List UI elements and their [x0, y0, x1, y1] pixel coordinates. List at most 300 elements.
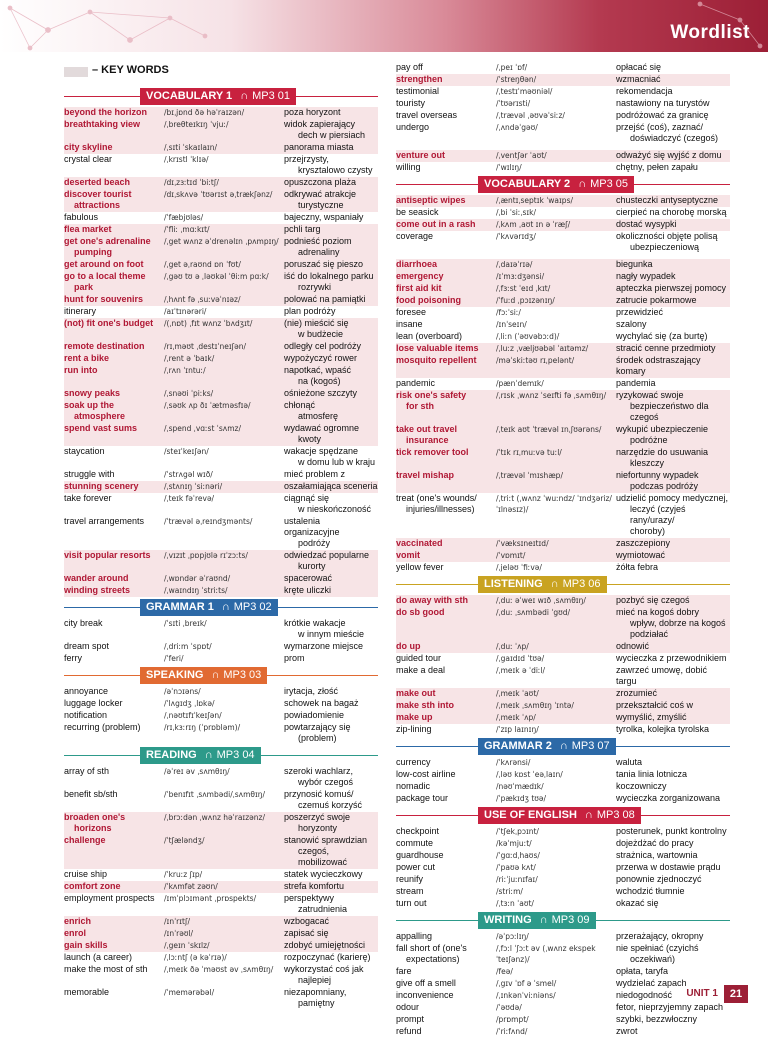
pronunciation: /ˌgəʊ tʊ ə ˌləʊkəl ˈθiːm pɑːk/: [164, 272, 269, 281]
wordlist-row: [396, 271, 730, 283]
translation-line: pandemia: [616, 378, 656, 388]
term: [64, 964, 164, 986]
term-line: commute: [396, 838, 434, 848]
term: [64, 481, 164, 492]
translation-line: podróży: [298, 538, 331, 548]
pronunciation: /ˈfæbjʊləs/: [164, 213, 204, 222]
translation-line: niedogodność: [616, 990, 673, 1000]
translation: [616, 607, 730, 640]
translation: [616, 862, 730, 873]
translation-line: tyrolka, kolejka tyrolska: [616, 724, 710, 734]
wordlist-row: [396, 966, 730, 978]
wordlist-row: [396, 231, 730, 254]
translation: [616, 355, 730, 377]
term: [64, 212, 164, 223]
translation-line: wydzielać zapach: [616, 978, 687, 988]
translation: [616, 700, 730, 711]
translation-line: przerażający, okropny: [616, 931, 704, 941]
term-line: checkpoint: [396, 826, 440, 836]
translation-line: adrenaliny: [298, 247, 340, 257]
translation-line: wakacje spędzane: [284, 446, 359, 456]
pronunciation: /ˈpækɪdʒ tʊə/: [496, 794, 547, 803]
wordlist-row: [396, 283, 730, 295]
term: [64, 618, 164, 640]
term: [64, 446, 164, 468]
term: [64, 341, 164, 352]
pronunciation: /nəʊˈmædɪk/: [496, 782, 544, 791]
translation-line: polować na pamiątki: [284, 294, 366, 304]
translation-line: stracić cenne przedmioty: [616, 343, 716, 353]
translation-line: fetor, nieprzyjemny zapach: [616, 1002, 724, 1012]
wordlist-row: [396, 712, 730, 724]
translation-line: waluta: [616, 757, 643, 767]
translation: [284, 271, 378, 293]
term-line: fall short of (one's: [396, 943, 467, 953]
pronunciation: /fɔːˈsiː/: [496, 308, 521, 317]
term: [64, 928, 164, 939]
term-line: food poisoning: [396, 295, 461, 305]
translation-line: wpływ, dobrze na kogoś: [630, 618, 726, 628]
wordlist-row: [64, 916, 378, 928]
translation-line: odkrywać atrakcje: [284, 189, 357, 199]
translation-line: podnieść poziom: [284, 236, 352, 246]
term: [396, 424, 496, 446]
term-line: stunning scenery: [64, 481, 139, 491]
translation: [284, 516, 378, 549]
section-title: READING: [146, 749, 197, 761]
header-banner: [0, 0, 768, 52]
wordlist-row: [64, 812, 378, 835]
pronunciation: /ˈbenɪfɪt ˌsʌmbədi/ˌsʌmθɪŋ/: [164, 790, 266, 799]
wordlist-row: [396, 86, 730, 98]
translation: [284, 964, 378, 986]
pronunciation: /ˌstʌnɪŋ ˈsiːnəri/: [164, 482, 223, 491]
term: [396, 493, 496, 537]
term-line: snowy peaks: [64, 388, 121, 398]
translation: [284, 294, 378, 305]
translation: [284, 212, 378, 223]
wordlist-row: [396, 653, 730, 665]
term: [396, 724, 496, 735]
pronunciation: /ˌspend ˌvɑːst ˈsʌmz/: [164, 424, 241, 433]
translation: [284, 987, 378, 1009]
pronunciation: /ˌbi ˈsiːˌsɪk/: [496, 208, 537, 217]
pronunciation: /ˌduː ˈʌp/: [496, 642, 529, 651]
pronunciation: /ɪˈmɜːdʒənsi/: [496, 272, 545, 281]
pronunciation: /ˌmeɪk ə ˈdiːl/: [496, 666, 546, 675]
wordlist-row: [396, 1014, 730, 1026]
translation-line: wzbogacać: [284, 916, 330, 926]
term: [64, 353, 164, 364]
translation-line: krysztalowo czysty: [298, 165, 373, 175]
translation: [616, 724, 730, 735]
term-line: make the most of sth: [64, 964, 148, 974]
pronunciation: /ˌteɪk fəˈrevə/: [164, 494, 215, 503]
term-line: run into: [64, 365, 98, 375]
translation: [616, 886, 730, 897]
term-line: travel overseas: [396, 110, 458, 120]
term-line: mosquito repellent: [396, 355, 477, 365]
translation: [616, 665, 730, 687]
pronunciation: /ˌbrɔːdən ˌwʌnz həˈraɪzənz/: [164, 813, 265, 822]
translation-line: horyzonty: [298, 823, 338, 833]
wordlist-row: [64, 177, 378, 189]
translation: [284, 869, 378, 880]
translation-line: cierpieć na chorobę morską: [616, 207, 727, 217]
term: [396, 850, 496, 861]
wordlist-row: [64, 722, 378, 745]
pronunciation: /ˌget wʌnz əˈdrenəlɪn ˌpʌmpɪŋ/: [164, 237, 279, 246]
left-column: [64, 62, 378, 1010]
page-title: Wordlist: [670, 22, 750, 43]
term-line: testimonial: [396, 86, 440, 96]
wordlist-row: [64, 365, 378, 388]
term-line: do away with sth: [396, 595, 469, 605]
translation: [284, 177, 378, 188]
term: [396, 355, 496, 377]
term: [396, 319, 496, 330]
translation: [616, 271, 730, 282]
translation: [284, 940, 378, 951]
term: [64, 940, 164, 951]
wordlist-row: [396, 162, 730, 174]
translation: [616, 769, 730, 780]
term-line: enrol: [64, 928, 87, 938]
translation-line: szalony: [616, 319, 647, 329]
translation: [284, 585, 378, 596]
term: [396, 769, 496, 780]
term: [64, 952, 164, 963]
pronunciation: /ˈəʊdə/: [496, 1003, 522, 1012]
translation-line: stanowić sprawdzian: [284, 835, 368, 845]
pronunciation: /ˌsnəʊi ˈpiːks/: [164, 389, 214, 398]
translation-line: tania linia lotnicza: [616, 769, 688, 779]
wordlist-row: [396, 319, 730, 331]
wordlist-row: [64, 353, 378, 365]
wordlist-row: [64, 952, 378, 964]
term-line: park: [74, 282, 94, 292]
translation-line: wchodzić tłumnie: [616, 886, 685, 896]
term: [396, 162, 496, 173]
headphones-icon-audio-track[interactable]: ∩ MP3 03: [211, 669, 261, 681]
term-line: prompt: [396, 1014, 425, 1024]
translation: [616, 538, 730, 549]
term-line: guided tour: [396, 653, 442, 663]
section-title: WRITING: [484, 914, 532, 926]
wordlist-row: [396, 724, 730, 736]
translation-line: narzędzie do usuwania: [616, 447, 709, 457]
translation-line: środek odstraszający komary: [616, 355, 701, 376]
pronunciation: /ˌmeɪk ˈaʊt/: [496, 689, 539, 698]
pronunciation: /ˌnəʊtɪfɪˈkeɪʃən/: [164, 711, 222, 720]
translation: [616, 162, 730, 173]
translation: [284, 481, 378, 492]
term-line: diarrhoea: [396, 259, 438, 269]
term-line: stream: [396, 886, 424, 896]
pronunciation: /ˈmemərəbəl/: [164, 988, 215, 997]
translation: [284, 766, 378, 788]
translation: [616, 898, 730, 909]
term: [64, 881, 164, 892]
term: [396, 122, 496, 144]
section-label: [140, 747, 261, 764]
term-line: lose valuable items: [396, 343, 479, 353]
term: [396, 838, 496, 849]
translation: [616, 195, 730, 206]
term-line: attractions: [74, 200, 121, 210]
translation-line: opłata, taryfa: [616, 966, 669, 976]
pronunciation: /ˈtɪk rɪˌmuːvə tuːl/: [496, 448, 562, 457]
translation-line: plan podróży: [284, 306, 336, 316]
translation: [616, 1014, 730, 1025]
translation: [616, 470, 730, 492]
term-line: spend vast sums: [64, 423, 138, 433]
wordlist-row: [64, 641, 378, 653]
term-line: pandemic: [396, 378, 436, 388]
translation-line: bezpieczeństwo dla czegoś: [630, 401, 709, 422]
term: [396, 700, 496, 711]
term-line: treat (one's wounds/: [396, 493, 477, 503]
term-line: get around on foot: [64, 259, 144, 269]
wordlist-row: [396, 990, 730, 1002]
translation: [616, 295, 730, 306]
wordlist-row: [396, 150, 730, 162]
translation-line: wychylać się (za burtę): [616, 331, 708, 341]
wordlist-row: [396, 307, 730, 319]
wordlist-row: [64, 142, 378, 154]
unit-label: UNIT 1: [686, 988, 718, 999]
wordlist-row: [64, 893, 378, 916]
wordlist-row: [396, 259, 730, 271]
translation-line: wymiotować: [616, 550, 666, 560]
translation-line: bajeczny, wspaniały: [284, 212, 364, 222]
pronunciation: /ˌtɜːn ˈaʊt/: [496, 899, 534, 908]
pronunciation: /ˌmeɪk ðə ˈməʊst əv ˌsʌmθɪŋ/: [164, 965, 274, 974]
pronunciation: /ˌhʌnt fə ˌsuːvəˈnɪəz/: [164, 295, 241, 304]
wordlist-row: [64, 119, 378, 142]
pronunciation: /ɪnˈseɪn/: [496, 320, 527, 329]
pronunciation: /ˈvæksɪneɪtɪd/: [496, 539, 549, 548]
wordlist-row: [64, 964, 378, 987]
headphones-icon-audio-track[interactable]: ∩ MP3 05: [578, 178, 628, 190]
pronunciation: /əˈpɔːlɪŋ/: [496, 932, 529, 941]
term-line: crystal clear: [64, 154, 113, 164]
term-line: foresee: [396, 307, 427, 317]
translation-line: statek wycieczkowy: [284, 869, 363, 879]
translation-line: wypożyczyć rower: [284, 353, 358, 363]
translation: [284, 789, 378, 811]
pronunciation: /ˈferi/: [164, 654, 184, 663]
pronunciation: /ˌdriːm ˈspɒt/: [164, 642, 212, 651]
translation-line: kręte uliczki: [284, 585, 332, 595]
term: [64, 259, 164, 270]
term: [64, 365, 164, 387]
translation-line: posterunek, punkt kontrolny: [616, 826, 727, 836]
term-line: power cut: [396, 862, 436, 872]
term-line: benefit sb/sth: [64, 789, 118, 799]
wordlist-row: [396, 665, 730, 688]
heading-bar: [64, 67, 88, 77]
translation: [616, 447, 730, 469]
term: [64, 698, 164, 709]
wordlist-row: [396, 62, 730, 74]
term: [396, 150, 496, 161]
pronunciation: /ˌjeləʊ ˈfiːvə/: [496, 563, 542, 572]
translation-line: zrozumieć: [616, 688, 658, 698]
translation-line: rekomendacja: [616, 86, 673, 96]
pronunciation: /ˈtʃæləndʒ/: [164, 836, 205, 845]
translation: [616, 653, 730, 664]
pronunciation: /riːˈjuːnɪfaɪ/: [496, 875, 538, 884]
wordlist-row: [64, 212, 378, 224]
term-line: come out in a rash: [396, 219, 476, 229]
term: [396, 595, 496, 606]
pronunciation: /ˌgɪv ˈɒf ə ˈsmel/: [496, 979, 557, 988]
term-line: soak up the: [64, 400, 115, 410]
pronunciation: /ˌfɜːst ˈeɪd ˌkɪt/: [496, 284, 551, 293]
pronunciation: /ˌventʃər ˈaʊt/: [496, 151, 547, 160]
term: [64, 722, 164, 744]
key-words-heading: [64, 62, 378, 86]
term: [396, 607, 496, 640]
section-header: [396, 912, 730, 930]
translation: [284, 710, 378, 721]
term: [64, 585, 164, 596]
term: [396, 653, 496, 664]
term: [396, 886, 496, 897]
translation: [284, 423, 378, 445]
term: [396, 110, 496, 121]
term-line: hunt for souvenirs: [64, 294, 144, 304]
pronunciation: /steɪˈkeɪʃən/: [164, 447, 209, 456]
translation-line: szybki, bezzwłoczny: [616, 1014, 698, 1024]
term: [64, 516, 164, 549]
wordlist-row: [396, 781, 730, 793]
term: [396, 757, 496, 768]
pronunciation: /ˌmeɪk ˌsʌmθɪŋ ˈɪntə/: [496, 701, 574, 710]
translation: [616, 343, 730, 354]
wordlist-row: [64, 766, 378, 789]
wordlist-row: [64, 423, 378, 446]
translation-line: odwiedzać popularne: [284, 550, 370, 560]
term-line: breathtaking view: [64, 119, 141, 129]
wordlist-row: [396, 700, 730, 712]
pronunciation: /ˌvɪzɪt ˌpɒpjʊlə rɪˈzɔːts/: [164, 551, 248, 560]
wordlist-row: [64, 318, 378, 341]
term-line: tick remover tool: [396, 447, 469, 457]
translation: [616, 74, 730, 85]
term-line: willing: [396, 162, 421, 172]
pronunciation: /ˈfliː ˌmɑːkɪt/: [164, 225, 210, 234]
term-line: fabulous: [64, 212, 99, 222]
translation-line: zaszczepiony: [616, 538, 671, 548]
term-line: take forever: [64, 493, 112, 503]
term: [64, 653, 164, 664]
headphones-icon-audio-track[interactable]: ∩ MP3 04: [205, 749, 255, 761]
term-line: go to a local theme: [64, 271, 146, 281]
translation-line: wzmacniać: [616, 74, 661, 84]
term-line: deserted beach: [64, 177, 131, 187]
pronunciation: /ˌʌndəˈgəʊ/: [496, 123, 538, 132]
translation-line: wycieczka z przewodnikiem: [616, 653, 727, 663]
term-line: be seasick: [396, 207, 439, 217]
headphones-icon-audio-track[interactable]: ∩ MP3 06: [551, 578, 601, 590]
headphones-icon-audio-track[interactable]: ∩ MP3 07: [560, 740, 610, 752]
wordlist-row: [64, 698, 378, 710]
term-line: staycation: [64, 446, 105, 456]
pronunciation: /ˈtʊərɪsti/: [496, 99, 531, 108]
translation-line: zdobyć umiejętności: [284, 940, 366, 950]
term: [396, 343, 496, 354]
translation-line: wymyślić, zmyślić: [616, 712, 687, 722]
pronunciation: /pænˈdemɪk/: [496, 379, 544, 388]
translation-line: atmosferę: [298, 411, 339, 421]
section-label: [478, 807, 641, 824]
wordlist-row: [396, 826, 730, 838]
term-line: guardhouse: [396, 850, 444, 860]
translation-line: wycieczka zorganizowana: [616, 793, 721, 803]
term-line: recurring (problem): [64, 722, 141, 732]
term: [396, 826, 496, 837]
pronunciation: /ˌfɔːl ˈʃɔːt əv (ˌwʌnz ekspekˈteɪʃənz)/: [496, 944, 596, 964]
pronunciation: /ˌkʌm ˌaʊt ɪn ə ˈræʃ/: [496, 220, 571, 229]
page-number: 21: [724, 985, 748, 1003]
wordlist-row: [64, 869, 378, 881]
wordlist-row: [396, 1026, 730, 1038]
headphones-icon-audio-track[interactable]: ∩ MP3 09: [540, 914, 590, 926]
term: [396, 231, 496, 253]
translation-line: niezapomniany,: [284, 987, 347, 997]
wordlist-row: [64, 686, 378, 698]
translation-line: ponownie zjednoczyć: [616, 874, 702, 884]
section-label: [140, 599, 278, 616]
term-line: memorable: [64, 987, 110, 997]
term-line: take out travel: [396, 424, 458, 434]
translation-line: na (kogoś): [298, 376, 341, 386]
translation: [616, 688, 730, 699]
term-line: make sth into: [396, 700, 455, 710]
headphones-icon-audio-track[interactable]: ∩ MP3 01: [240, 90, 290, 102]
translation-line: wykupić ubezpieczenie: [616, 424, 709, 434]
term-line: city break: [64, 618, 103, 628]
translation: [616, 1002, 730, 1013]
term-line: get one's adrenaline: [64, 236, 151, 246]
term: [64, 318, 164, 340]
term: [396, 641, 496, 652]
term-line: injuries/illnesses): [406, 504, 475, 514]
translation-line: w innym mieście: [298, 629, 365, 639]
translation: [284, 107, 378, 118]
translation: [616, 331, 730, 342]
translation-line: odległy cel podróży: [284, 341, 362, 351]
pronunciation: /ˈfuːd ˌpɔɪzənɪŋ/: [496, 296, 555, 305]
pronunciation: /rɪˌməʊt ˌdestɪˈneɪʃən/: [164, 342, 247, 351]
headphones-icon-audio-track[interactable]: ∩ MP3 02: [222, 601, 272, 613]
pronunciation: /ˌduː əˈweɪ wɪð ˌsʌmθɪŋ/: [496, 596, 586, 605]
pronunciation: /ˈwɪlɪŋ/: [496, 163, 522, 172]
term-line: gain skills: [64, 940, 108, 950]
headphones-icon-audio-track[interactable]: ∩ MP3 08: [585, 809, 635, 821]
translation-line: okoliczności objęte polisą: [616, 231, 718, 241]
wordlist-row: [396, 978, 730, 990]
wordlist-row: [64, 881, 378, 893]
section-title: GRAMMAR 2: [484, 740, 552, 752]
term: [396, 712, 496, 723]
term: [396, 665, 496, 687]
translation: [284, 550, 378, 572]
translation-line: podczas podróży: [630, 481, 699, 491]
term-line: itinerary: [64, 306, 97, 316]
